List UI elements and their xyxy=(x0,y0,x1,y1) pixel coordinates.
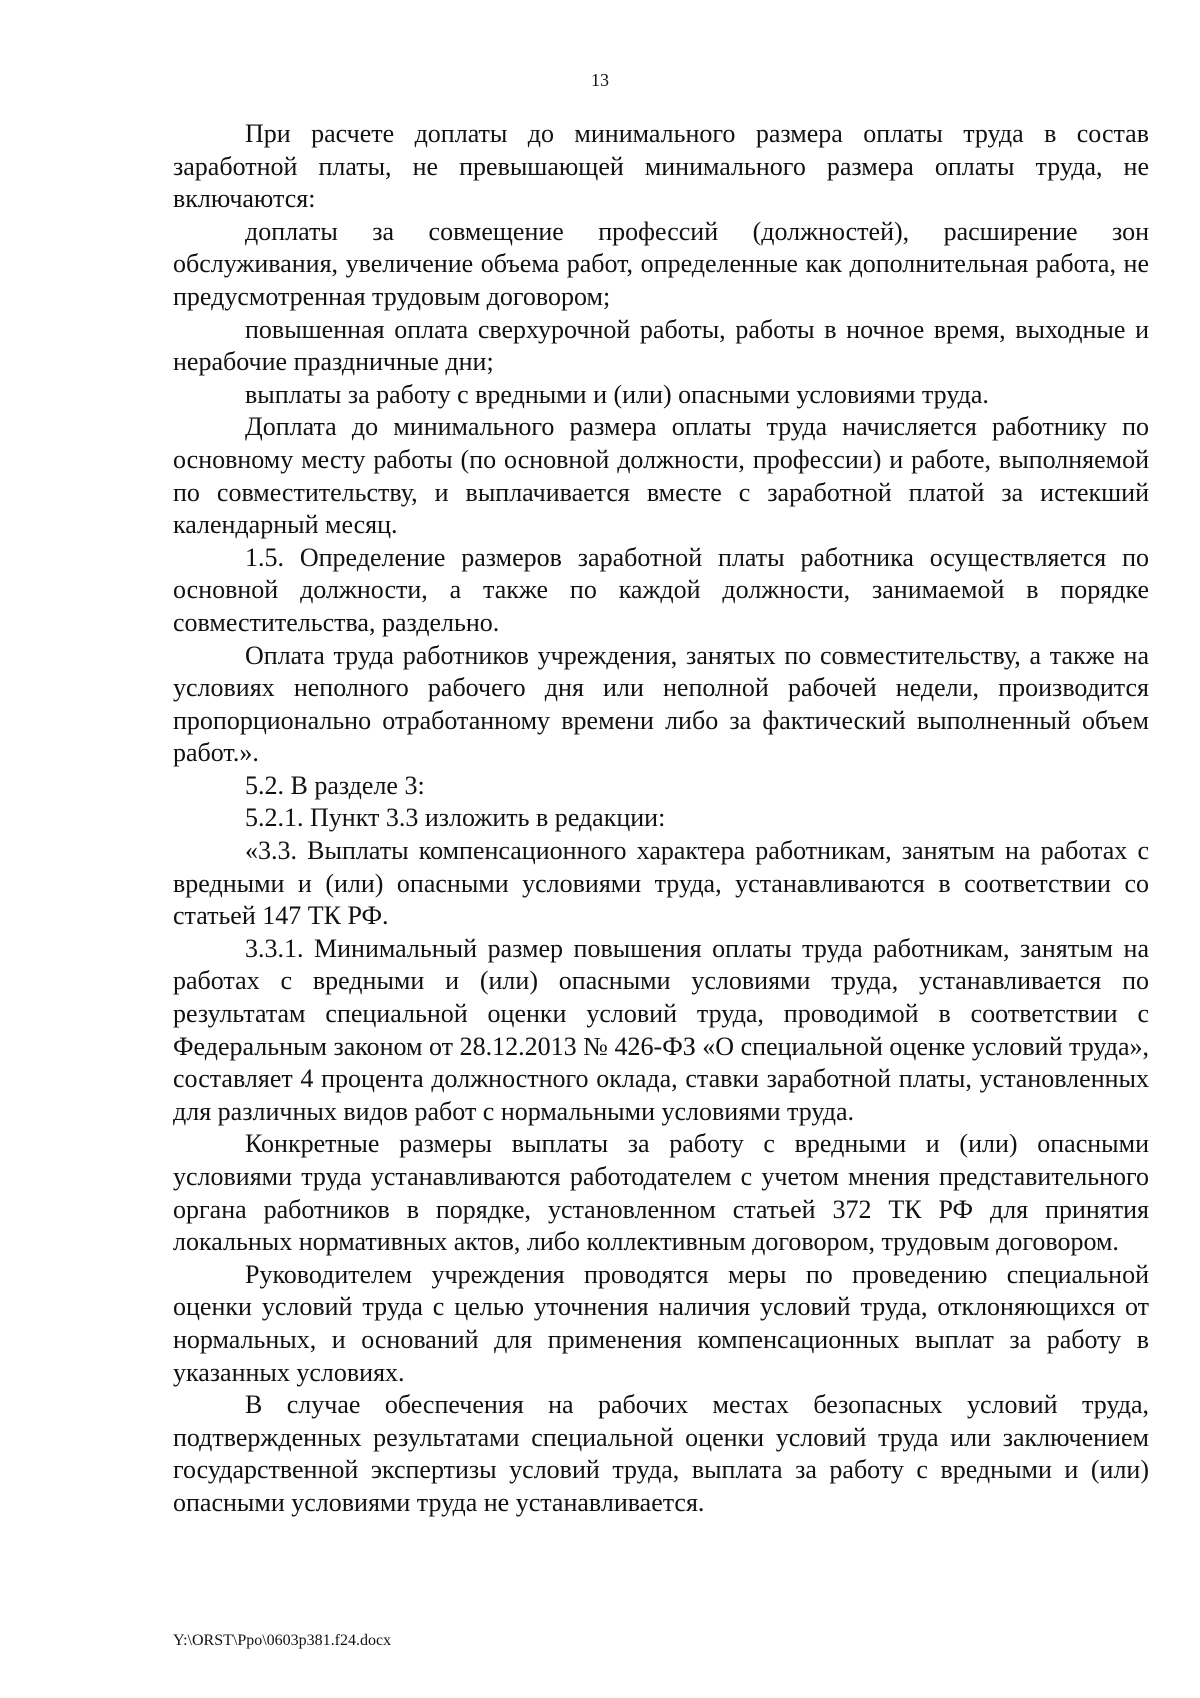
paragraph: «3.3. Выплаты компенсационного характера работникам, занятым на работах с вредными и (или) опасными условиями труда, устанавливаются в соответствии со статьей 147 ТК РФ. xyxy=(173,836,1149,931)
paragraph: повышенная оплата сверхурочной работы, работы в ночное время, выходные и нерабочие праздничные дни; xyxy=(173,314,1149,377)
paragraph: Руководителем учреждения проводятся меры по проведению специальной оценки условий труда с целью уточнения наличия условий труда, отклоняющихся от нормальных, и оснований для применения компенсационных выплат за работу в указанных условиях. xyxy=(173,1259,1149,1387)
page-number: 13 xyxy=(591,70,609,90)
paragraph: При расчете доплаты до минимального размера оплаты труда в состав заработной платы, не превышающей минимального размера оплаты труда, не включаются: xyxy=(173,119,1149,214)
document-body xyxy=(173,118,1149,1520)
footer-file-path: Y:\ORST\Ppo\0603p381.f24.docx xyxy=(173,1632,392,1649)
paragraph: Оплата труда работников учреждения, занятых по совместительству, а также на условиях неполного рабочего дня или неполной рабочей недели, производится пропорционально отработанному времени либо за фактический выполненный объем работ.». xyxy=(173,640,1149,768)
paragraph: Доплата до минимального размера оплаты труда начисляется работнику по основному месту работы (по основной должности, профессии) и работе, выполняемой по совместительству, и выплачивается вместе с заработной платой за истекший календарный месяц. xyxy=(173,412,1149,540)
paragraph: Конкретные размеры выплаты за работу с вредными и (или) опасными условиями труда устанавливаются работодателем с учетом мнения представительного органа работников в порядке, установленном статьей 372 ТК РФ для принятия локальных нормативных актов, либо коллективным договором, трудовым договором. xyxy=(173,1129,1149,1257)
paragraph: доплаты за совмещение профессий (должностей), расширение зон обслуживания, увеличение объема работ, определенные как дополнительная работа, не предусмотренная трудовым договором; xyxy=(173,216,1149,311)
paragraph: выплаты за работу с вредными и (или) опасными условиями труда. xyxy=(245,379,989,409)
paragraph: 3.3.1. Минимальный размер повышения оплаты труда работникам, занятым на работах с вредными и (или) опасными условиями труда, устанавливается по результатам специальной оценки условий труда, проводимой в соответствии с Федеральным законом от 28.12.2013 № 426-ФЗ «О специальной оценке условий труда», составляет 4 процента должностного оклада, ставки заработной платы, установленных для различных видов работ с нормальными условиями труда. xyxy=(173,933,1149,1126)
paragraph: 5.2.1. Пункт 3.3 изложить в редакции: xyxy=(245,803,666,833)
paragraph: В случае обеспечения на рабочих местах безопасных условий труда, подтвержденных результатами специальной оценки условий труда или заключением государственной экспертизы условий труда, выплата за работу с вредными и (или) опасными условиями труда не устанавливается. xyxy=(173,1390,1149,1517)
paragraph: 5.2. В разделе 3: xyxy=(245,770,425,800)
paragraph: 1.5. Определение размеров заработной платы работника осуществляется по основной должности, а также по каждой должности, занимаемой в порядке совместительства, раздельно. xyxy=(173,542,1149,637)
